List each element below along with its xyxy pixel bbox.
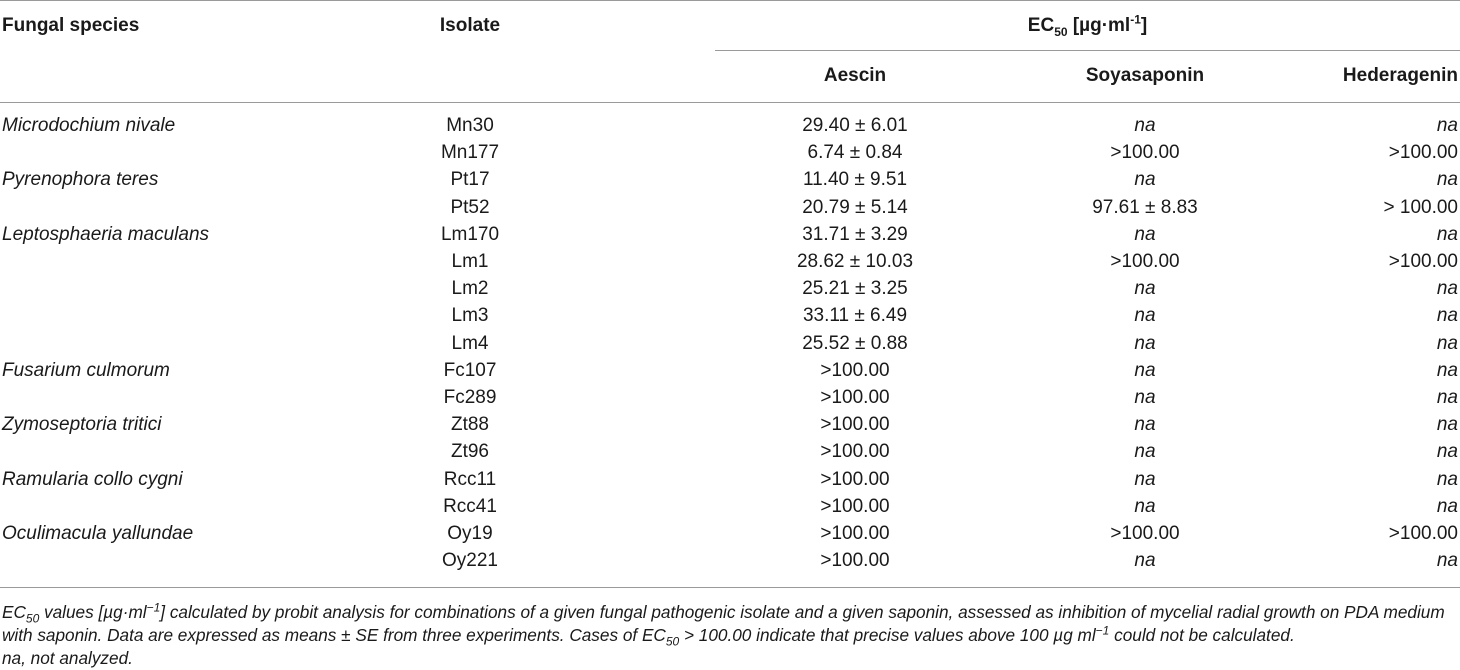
soyasaponin-cell: >100.00 [1110,523,1180,544]
table-footnote: $EC_{50}$ values $[\mu g\cdot ml^{-1}]$ calculated by probit analysis for combinations of a given fungal pathogenic isolate and a given saponin, assessed as inhibition of mycelial radial growth on PDA medium with saponin. Data are expressed as means ± SE from three experiments. Cases of $EC_{50} > 100.00$ indicate that precise values above 100 µg $ml^{-1}$ could not be calculated. na, not analyzed. [2,600,1445,668]
header-aescin: Aescin [823,65,887,86]
hederagenin-cell: na [1436,469,1458,490]
isolate-cell: Zt96 [450,441,490,462]
hederagenin-cell: >100.00 [1388,142,1458,163]
isolate-cell: Mn177 [440,142,500,163]
isolate-cell: Pt17 [450,169,490,190]
isolate-cell: Lm1 [451,251,489,272]
species-cell: Fusarium culmorum [2,360,170,381]
isolate-cell: Rcc11 [443,469,497,490]
hederagenin-cell: na [1436,305,1458,326]
soyasaponin-cell: na [1134,387,1156,408]
soyasaponin-cell: na [1134,224,1156,245]
soyasaponin-cell: na [1134,441,1156,462]
aescin-cell: 29.40 ± 6.01 [802,115,908,136]
soyasaponin-cell: >100.00 [1110,142,1180,163]
species-cell: Oculimacula yallundae [2,523,194,544]
hederagenin-cell: na [1436,278,1458,299]
soyasaponin-cell: na [1134,278,1156,299]
aescin-cell: 25.21 ± 3.25 [802,278,908,299]
hederagenin-cell: na [1436,414,1458,435]
aescin-cell: 20.79 ± 5.14 [802,197,908,218]
isolate-cell: Lm3 [451,305,489,326]
hederagenin-cell: na [1436,333,1458,354]
table-bottom-rule [0,587,1460,588]
aescin-cell: >100.00 [820,550,890,571]
species-cell: Ramularia collo cygni [2,469,183,490]
isolate-cell: Lm170 [440,224,500,245]
header-fungal-species: Fungal species [2,15,140,36]
aescin-cell: 28.62 ± 10.03 [796,251,914,272]
aescin-cell: 25.52 ± 0.88 [802,333,908,354]
aescin-cell: >100.00 [820,387,890,408]
header-soyasaponin: Soyasaponin [1085,65,1205,86]
aescin-cell: 31.71 ± 3.29 [802,224,908,245]
ec50-sub-rule [715,50,1460,51]
species-cell: Microdochium nivale [2,115,176,136]
isolate-cell: Oy221 [442,550,498,571]
isolate-cell: Mn30 [446,115,494,136]
isolate-cell: Zt88 [450,414,490,435]
isolate-cell: Oy19 [447,523,493,544]
hederagenin-cell: na [1436,169,1458,190]
soyasaponin-cell: na [1134,305,1156,326]
isolate-cell: Rcc41 [443,496,497,517]
species-cell: Leptosphaeria maculans [2,224,210,245]
soyasaponin-cell: 97.61 ± 8.83 [1092,197,1198,218]
hederagenin-cell: na [1436,496,1458,517]
soyasaponin-cell: na [1134,333,1156,354]
hederagenin-cell: na [1436,387,1458,408]
aescin-cell: >100.00 [820,441,890,462]
soyasaponin-cell: na [1134,360,1156,381]
table-top-rule [0,0,1460,1]
aescin-cell: 6.74 ± 0.84 [807,142,903,163]
aescin-cell: >100.00 [820,414,890,435]
hederagenin-cell: na [1436,360,1458,381]
aescin-cell: >100.00 [820,523,890,544]
isolate-cell: Fc289 [443,387,497,408]
hederagenin-cell: na [1436,224,1458,245]
species-cell: Zymoseptoria tritici [2,414,162,435]
isolate-cell: Lm2 [451,278,489,299]
isolate-cell: Lm4 [451,333,489,354]
header-bottom-rule [0,102,1460,103]
soyasaponin-cell: na [1134,496,1156,517]
aescin-cell: 11.40 ± 9.51 [802,169,908,190]
hederagenin-cell: >100.00 [1388,251,1458,272]
header-isolate: Isolate [439,15,501,36]
isolate-cell: Pt52 [450,197,490,218]
aescin-cell: >100.00 [820,496,890,517]
hederagenin-cell: > 100.00 [1383,197,1458,218]
soyasaponin-cell: na [1134,469,1156,490]
aescin-cell: >100.00 [820,360,890,381]
isolate-cell: Fc107 [443,360,497,381]
header-hederagenin: Hederagenin [1342,65,1458,86]
header-ec50: $EC_{50}$ $[\mu g\cdot ml^{-1}]$ [1027,12,1148,39]
soyasaponin-cell: na [1134,550,1156,571]
hederagenin-cell: na [1436,550,1458,571]
hederagenin-cell: >100.00 [1388,523,1458,544]
soyasaponin-cell: >100.00 [1110,251,1180,272]
species-cell: Pyrenophora teres [2,169,159,190]
aescin-cell: 33.11 ± 6.49 [802,305,908,326]
soyasaponin-cell: na [1134,115,1156,136]
soyasaponin-cell: na [1134,414,1156,435]
soyasaponin-cell: na [1134,169,1156,190]
hederagenin-cell: na [1436,115,1458,136]
aescin-cell: >100.00 [820,469,890,490]
hederagenin-cell: na [1436,441,1458,462]
footnote-na-note: na, not analyzed. [2,648,133,668]
